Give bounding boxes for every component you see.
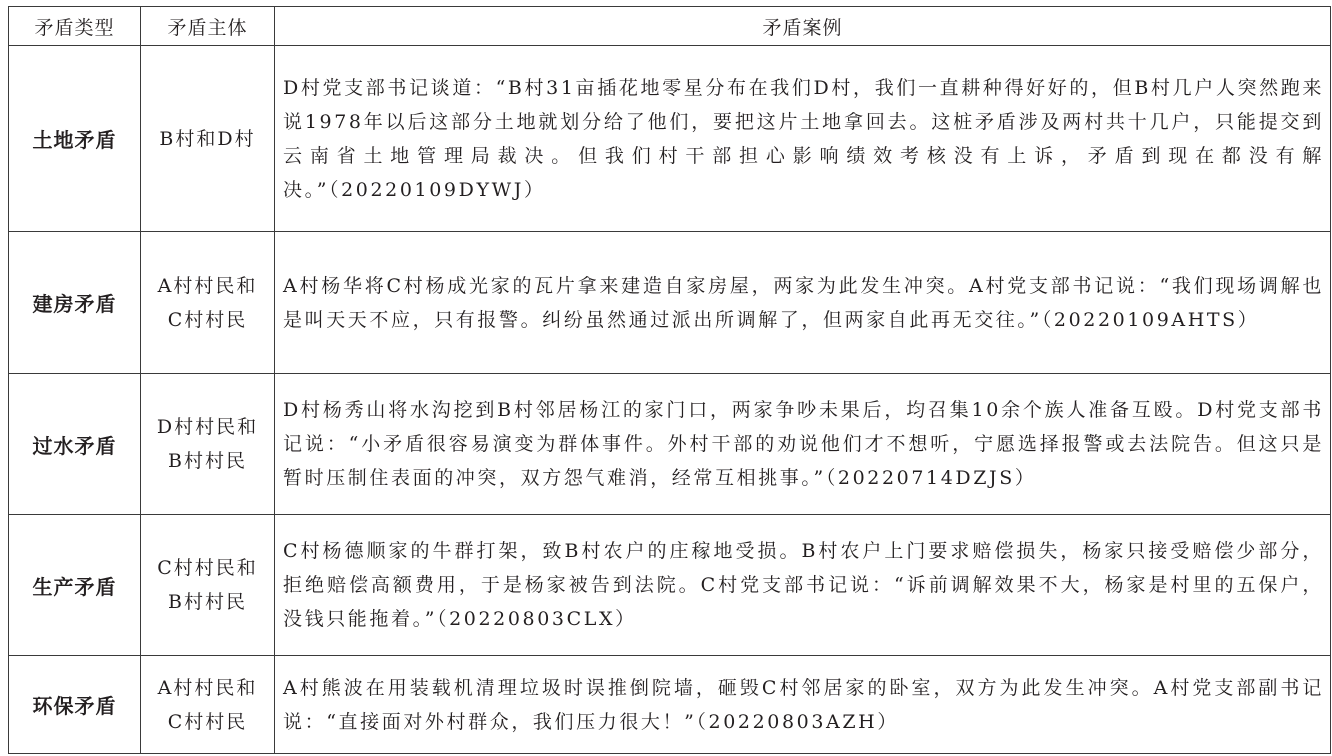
parties-line: A村村民和 xyxy=(157,274,258,297)
parties-line: B村和D村 xyxy=(159,127,256,150)
conflict-case-cell: A村熊波在用装载机清理垃圾时误推倒院墙，砸毁C村邻居家的卧室，双方为此发生冲突。A村党支部副书记说：“直接面对外村群众，我们压力很大！”（20220803AZH） xyxy=(275,656,1331,754)
parties-line: C村村民和 xyxy=(157,557,258,579)
conflict-parties-cell xyxy=(141,656,275,754)
conflict-type-cell: 建房矛盾 xyxy=(9,232,141,374)
conflict-type-cell: 环保矛盾 xyxy=(9,656,141,754)
header-conflict-parties: 矛盾主体 xyxy=(141,7,275,46)
conflict-case-cell: D村杨秀山将水沟挖到B村邻居杨江的家门口，两家争吵未果后，均召集10余个族人准备互殴。D村党支部书记说：“小矛盾很容易演变为群体事件。外村干部的劝说他们才不想听，宁愿选择报警或去法院告。但这只是暂时压制住表面的冲突，双方怨气难消，经常互相挑事。”（20220714DZJS） xyxy=(275,374,1331,515)
conflict-type-cell: 生产矛盾 xyxy=(9,515,141,656)
parties-line: C村村民 xyxy=(167,308,248,331)
header-row xyxy=(9,7,1331,46)
table-row xyxy=(9,46,1331,232)
table-row xyxy=(9,232,1331,374)
parties-line: B村村民 xyxy=(168,450,247,472)
conflict-case-cell: A村杨华将C村杨成光家的瓦片拿来建造自家房屋，两家为此发生冲突。A村党支部书记说：“我们现场调解也是叫天天不应，只有报警。纠纷虽然通过派出所调解了，但两家自此再无交往。”（20220109AHTS） xyxy=(275,232,1331,374)
conflict-cases-table xyxy=(8,6,1331,754)
parties-line: B村村民 xyxy=(168,591,247,613)
conflict-type-cell: 过水矛盾 xyxy=(9,374,141,515)
table-row xyxy=(9,656,1331,754)
header-conflict-case: 矛盾案例 xyxy=(275,7,1331,46)
conflict-parties-cell xyxy=(141,374,275,515)
table-row xyxy=(9,515,1331,656)
parties-line: A村村民和 xyxy=(157,676,258,699)
parties-line: C村村民 xyxy=(167,710,248,733)
conflict-case-cell: C村杨德顺家的牛群打架，致B村农户的庄稼地受损。B村农户上门要求赔偿损失，杨家只接受赔偿少部分，拒绝赔偿高额费用，于是杨家被告到法院。C村党支部书记说：“诉前调解效果不大，杨家是村里的五保户，没钱只能拖着。”（20220803CLX） xyxy=(275,515,1331,656)
parties-line: D村村民和 xyxy=(156,416,259,438)
conflict-type-cell: 土地矛盾 xyxy=(9,46,141,232)
conflict-parties-cell xyxy=(141,232,275,374)
conflict-parties-cell xyxy=(141,46,275,232)
header-conflict-type: 矛盾类型 xyxy=(9,7,141,46)
conflict-parties-cell xyxy=(141,515,275,656)
table-row xyxy=(9,374,1331,515)
conflict-case-cell: D村党支部书记谈道：“B村31亩插花地零星分布在我们D村，我们一直耕种得好好的，但B村几户人突然跑来说1978年以后这部分土地就划分给了他们，要把这片土地拿回去。这桩矛盾涉及两村共十几户，只能提交到云南省土地管理局裁决。但我们村干部担心影响绩效考核没有上诉，矛盾到现在都没有解决。”（20220109DYWJ） xyxy=(275,46,1331,232)
